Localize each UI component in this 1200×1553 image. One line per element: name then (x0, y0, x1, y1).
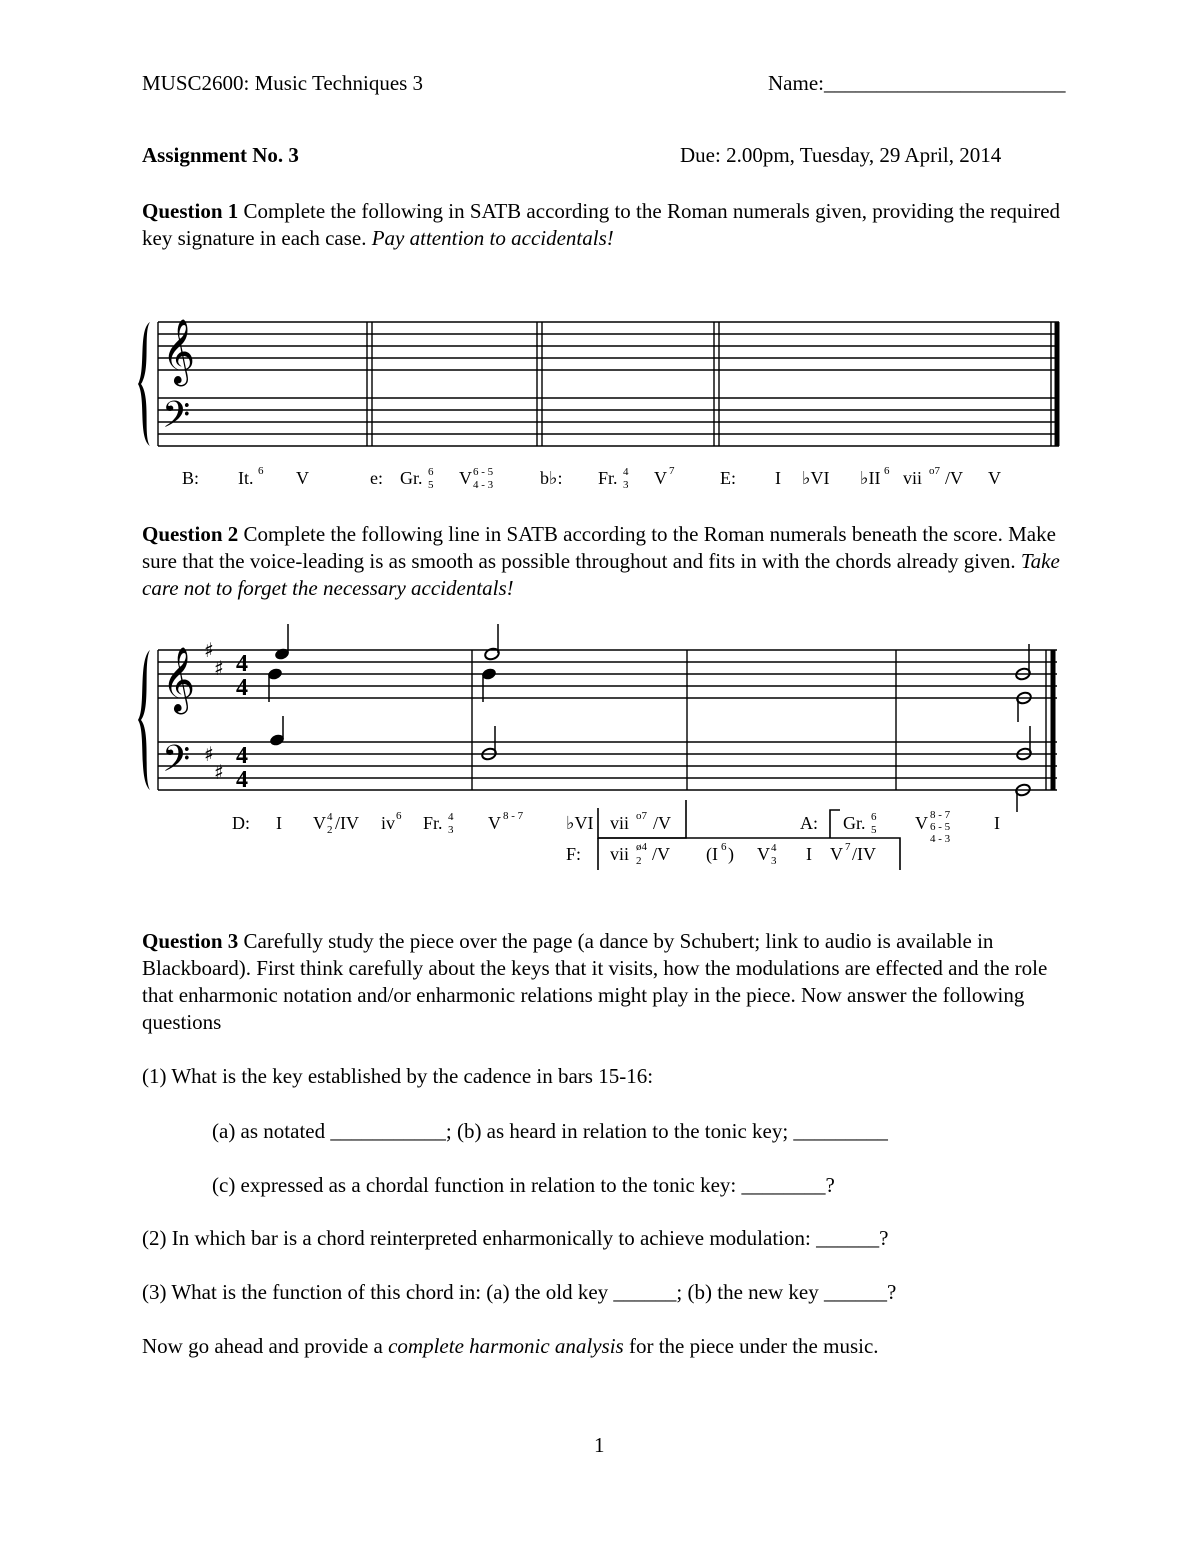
roman-numeral: /IV (852, 844, 876, 864)
figure: 3 (771, 855, 777, 867)
time-signature-top: 4 (236, 651, 248, 677)
roman-numeral: I (775, 468, 781, 488)
roman-numeral: Fr. (598, 468, 618, 488)
figure: 6 (721, 841, 727, 853)
roman-numeral: ♭II (860, 468, 881, 488)
roman-numeral: V (296, 468, 309, 488)
roman-numeral: Gr. (400, 468, 423, 488)
roman-numeral: /IV (335, 813, 359, 833)
figure: 8 - 7 (930, 809, 951, 821)
assignment-title: Assignment No. 3 (142, 143, 299, 167)
figure: 4 (327, 811, 333, 823)
question-3 (142, 928, 1072, 1036)
roman-numeral: V (757, 844, 770, 864)
final-instruction-emphasis: complete harmonic analysis (388, 1334, 624, 1358)
sharp-icon: ♯ (204, 742, 214, 766)
figure: 2 (327, 824, 333, 836)
treble-clef-icon: 𝄞 (162, 319, 196, 384)
time-signature-bottom: 4 (236, 675, 248, 701)
figure: 8 - 7 (503, 810, 524, 822)
roman-numeral: I (276, 813, 282, 833)
time-signature-bottom: 4 (236, 767, 248, 793)
roman-numeral: V (988, 468, 1001, 488)
roman-numeral: ♭VI (566, 813, 594, 833)
figure: 7 (845, 841, 851, 853)
figure: 4 (623, 466, 629, 478)
question-1-text: Complete the following in SATB according to the Roman numerals given, providing the required key signature in each case. (142, 199, 1061, 250)
roman-numeral: /V (945, 468, 963, 488)
figure: 6 (884, 465, 890, 477)
name-field: Name:_______________________ (768, 71, 1066, 95)
sharp-icon: ♯ (204, 638, 214, 662)
question-3-text: Carefully study the piece over the page (a dance by Schubert; link to audio is available in Blackboard). First think carefully about the keys that it visits, how the modulations are effected and the role that enharmonic notation and/or enharmonic relations might play in the piece. Now answer the following questions (142, 929, 1048, 1034)
figure: 3 (623, 479, 629, 491)
roman-numeral: Gr. (843, 813, 866, 833)
question-3-item-3: (3) What is the function of this chord in: (a) the old key ______; (b) the new key ______? (142, 1280, 897, 1304)
key-label: A: (800, 813, 818, 833)
sharp-icon: ♯ (214, 760, 224, 784)
key-label: b♭: (540, 468, 563, 488)
roman-numeral: V (313, 813, 326, 833)
figure: 6 (258, 465, 264, 477)
roman-numeral: (I (706, 844, 718, 864)
figure: 4 (771, 842, 777, 854)
roman-numeral: Fr. (423, 813, 443, 833)
course-title: MUSC2600: Music Techniques 3 (142, 71, 424, 95)
question-2-text: Complete the following line in SATB according to the Roman numerals beneath the score. Make sure that the voice-leading is as smooth as possible throughout and fits in with the chords already given. (142, 522, 1056, 573)
figure: 6 (871, 811, 877, 823)
treble-clef-icon: 𝄞 (162, 647, 196, 712)
bass-clef-icon: 𝄢 (162, 394, 191, 445)
figure: 4 (448, 811, 454, 823)
roman-numeral: I (806, 844, 812, 864)
final-instruction-pre: Now go ahead and provide a (142, 1334, 383, 1358)
roman-numeral: V (459, 468, 472, 488)
roman-numeral: /V (652, 844, 670, 864)
final-instruction (142, 1333, 879, 1360)
figure: 6 - 5 (930, 821, 951, 833)
key-label: F: (566, 844, 582, 864)
figure: 6 (428, 466, 434, 478)
roman-numeral: V (830, 844, 843, 864)
page-number: 1 (594, 1433, 605, 1457)
due-date: Due: 2.00pm, Tuesday, 29 April, 2014 (680, 143, 1002, 167)
figure: 6 - 5 (473, 466, 494, 478)
figure: 4 - 3 (930, 833, 951, 845)
key-label: E: (720, 468, 736, 488)
figure: o7 (929, 465, 940, 477)
figure: 6 (396, 810, 402, 822)
figure: 5 (428, 479, 434, 491)
roman-numeral: ♭VI (802, 468, 830, 488)
question-3-item-1a: (a) as notated ___________; (b) as heard in relation to the tonic key; _________ (212, 1119, 888, 1143)
bass-clef-icon: 𝄢 (162, 738, 191, 789)
sharp-icon: ♯ (214, 656, 224, 680)
figure: o7 (636, 810, 647, 822)
question-1-emphasis: Pay attention to accidentals! (371, 226, 614, 250)
figure: ø4 (636, 841, 647, 853)
question-3-item-1: (1) What is the key established by the cadence in bars 15-16: (142, 1064, 654, 1088)
roman-numeral: vii (610, 844, 630, 864)
roman-numeral: It. (238, 468, 254, 488)
roman-numeral: vii (903, 468, 923, 488)
time-signature-top: 4 (236, 743, 248, 769)
question-2-label: Question 2 (142, 522, 239, 546)
question-3-item-1c: (c) expressed as a chordal function in relation to the tonic key: ________? (212, 1173, 835, 1197)
roman-numeral: /V (653, 813, 671, 833)
figure: 2 (636, 855, 642, 867)
roman-numeral: ) (728, 844, 734, 864)
key-label: B: (182, 468, 200, 488)
key-label: e: (370, 468, 383, 488)
figure: 5 (871, 824, 877, 836)
question-3-label: Question 3 (142, 929, 239, 953)
final-instruction-post: for the piece under the music. (628, 1334, 879, 1358)
roman-numeral: vii (610, 813, 630, 833)
figure: 4 - 3 (473, 479, 494, 491)
question-1-label: Question 1 (142, 199, 239, 223)
question-2-emphasis: Take care not to forget the necessary accidentals! (142, 549, 1060, 600)
figure: 3 (448, 824, 454, 836)
roman-numeral: V (654, 468, 667, 488)
roman-numeral: V (488, 813, 501, 833)
key-label: D: (232, 813, 250, 833)
question-3-item-2: (2) In which bar is a chord reinterpreted enharmonically to achieve modulation: ______? (142, 1226, 889, 1250)
figure: 7 (669, 465, 675, 477)
roman-numeral: I (994, 813, 1000, 833)
roman-numeral: iv (381, 813, 396, 833)
roman-numeral: V (915, 813, 928, 833)
